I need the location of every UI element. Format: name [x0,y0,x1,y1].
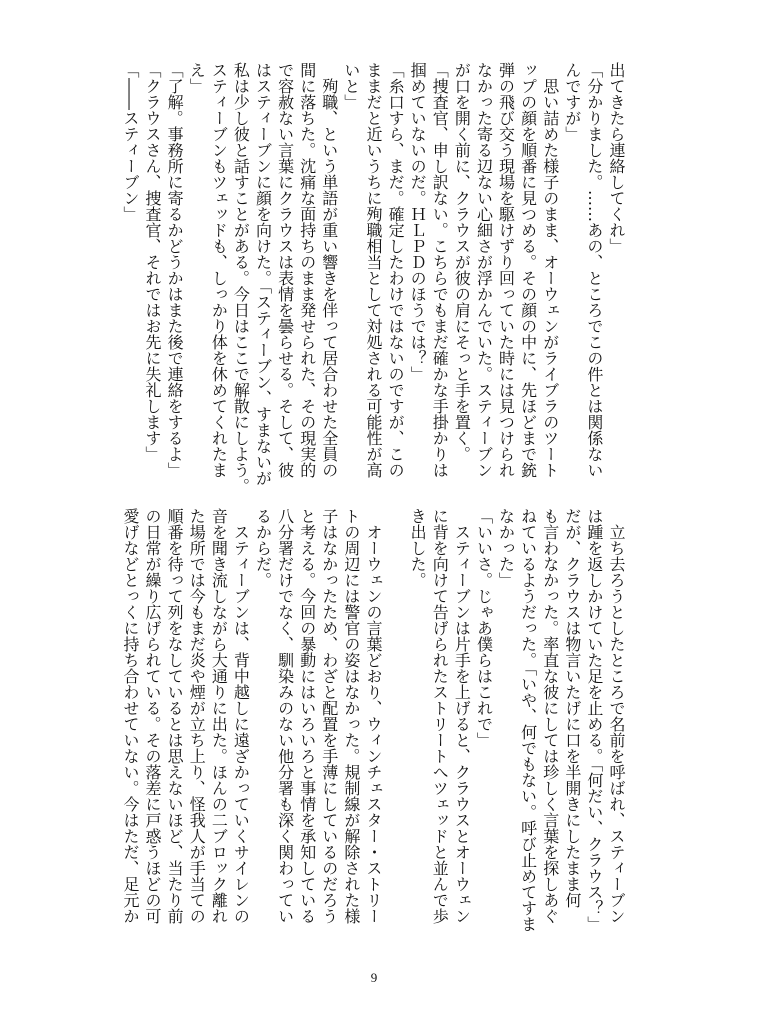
text-column: んですが」 [562,62,582,142]
text-column: 愛げなどとっくに持ち合わせていない。今はただ、足元か [120,508,140,924]
text-column: で容赦ない言葉にクラウスは表情を曇らせる。そして、彼 [275,62,295,478]
text-column: の日常が繰り広げられている。その落差に戸惑うほどの可 [143,508,163,924]
text-column: 出てきたら連絡してくれ」 [607,62,626,254]
text-column: 「クラウスさん、捜査官、それではお先に失礼します」 [143,62,163,462]
text-column: 八分署だけでなく、馴染みのない他分署も深く関わってい [275,508,295,924]
text-column: トの周辺には警官の姿はなかった。規制線が解除された様 [341,508,361,924]
page-number: 9 [370,970,378,985]
text-column: いと」 [341,62,361,110]
text-column: なかった」 [496,508,516,588]
upper-text-tier [118,62,627,500]
text-column: き出した。 [408,508,428,588]
text-column: え」 [187,62,207,94]
text-column: 順番を待って列をなしているとは思えないほど、当たり前 [165,508,185,924]
text-column: 「了解。事務所に寄るかどうかはまた後で連絡をするよ」 [165,62,185,478]
text-column: 殉職、という単語が重い響きを伴って居合わせた全員の [319,62,339,478]
text-column: スティーブンは、背中越しに遠ざかっていくサイレンの [231,508,251,924]
text-column: は踵を返しかけていた足を止める。「何だい、クラウス？」 [584,508,604,932]
text-column: るからだ。 [253,508,273,588]
text-column: 私は少し彼と話すことがある。今日はここで解散にしよう。 [231,62,251,494]
text-column: 立ち去ろうとしたところで名前を呼ばれ、スティーブン [607,508,626,924]
text-column: 「いいさ。じゃあ僕らはこれで」 [474,508,494,748]
text-column: 音を聞き流しながら大通りに出た。ほんの二ブロック離れ [209,508,229,924]
text-column: 弾の飛び交う現場を駆けずり回っていた時には見つけられ [496,62,516,478]
text-column: も言わなかった。率直な彼にしては珍しく言葉を探しあぐ [540,508,560,924]
text-column: 間に落ちた。沈痛な面持ちのまま発せられた、その現実的 [297,62,317,478]
text-column: だが、クラウスは物言いたげに口を半開きにしたまま何 [562,508,582,908]
text-column: はスティーブンに顔を向けた。「スティーブン、すまないが [253,62,273,486]
text-column: 「捜査官、申し訳ない。こちらでもまだ確かな手掛かりは [430,62,450,478]
text-column: オーウェンの言葉どおり、ウィンチェスター・ストリー [363,508,383,924]
text-column: 子はなかったため、わざと配置を手薄にしているのだろう [319,508,339,924]
text-column: ねているようだった。「いや、何でもない。呼び止めてすま [518,508,538,932]
text-column: と考える。今回の暴動にはいろいろと事情を承知している [297,508,317,924]
text-column: 思い詰めた様子のまま、オーウェンがライブラのツート [540,62,560,478]
text-column: 「糸口すら、まだ。確定したわけではないのですが、この [386,62,406,478]
text-column: ップの顔を順番に見つめる。その顔の中に、先ほどまで銃 [518,62,538,478]
text-column: に背を向けて告げられたストリートへツェッドと並んで歩 [430,508,450,924]
text-column: 掴めていないのだ。ＨＬＰＤのほうでは？」 [408,62,428,382]
text-column: スティーブンは片手を上げると、クラウスとオーウェン [452,508,472,924]
text-column: ままだと近いうちに殉職相当として対処される可能性が高 [363,62,383,478]
text-column: スティーブンもツェッドも、しっかり体を休めてくれたま [209,62,229,478]
text-column: 「――スティーブン」 [120,62,140,222]
text-column: なかった寄る辺ない心細さが浮かんでいた。スティーブン [474,62,494,478]
text-column: が口を開く前に、クラウスが彼の肩にそっと手を置く。 [452,62,472,462]
text-column: 「分かりました。……あの、ところでこの件とは関係ない [584,62,604,478]
text-column: た場所では今もまだ炎や煙が立ち上り、怪我人が手当ての [187,508,207,924]
lower-text-tier [118,508,627,946]
text-column [384,508,406,946]
